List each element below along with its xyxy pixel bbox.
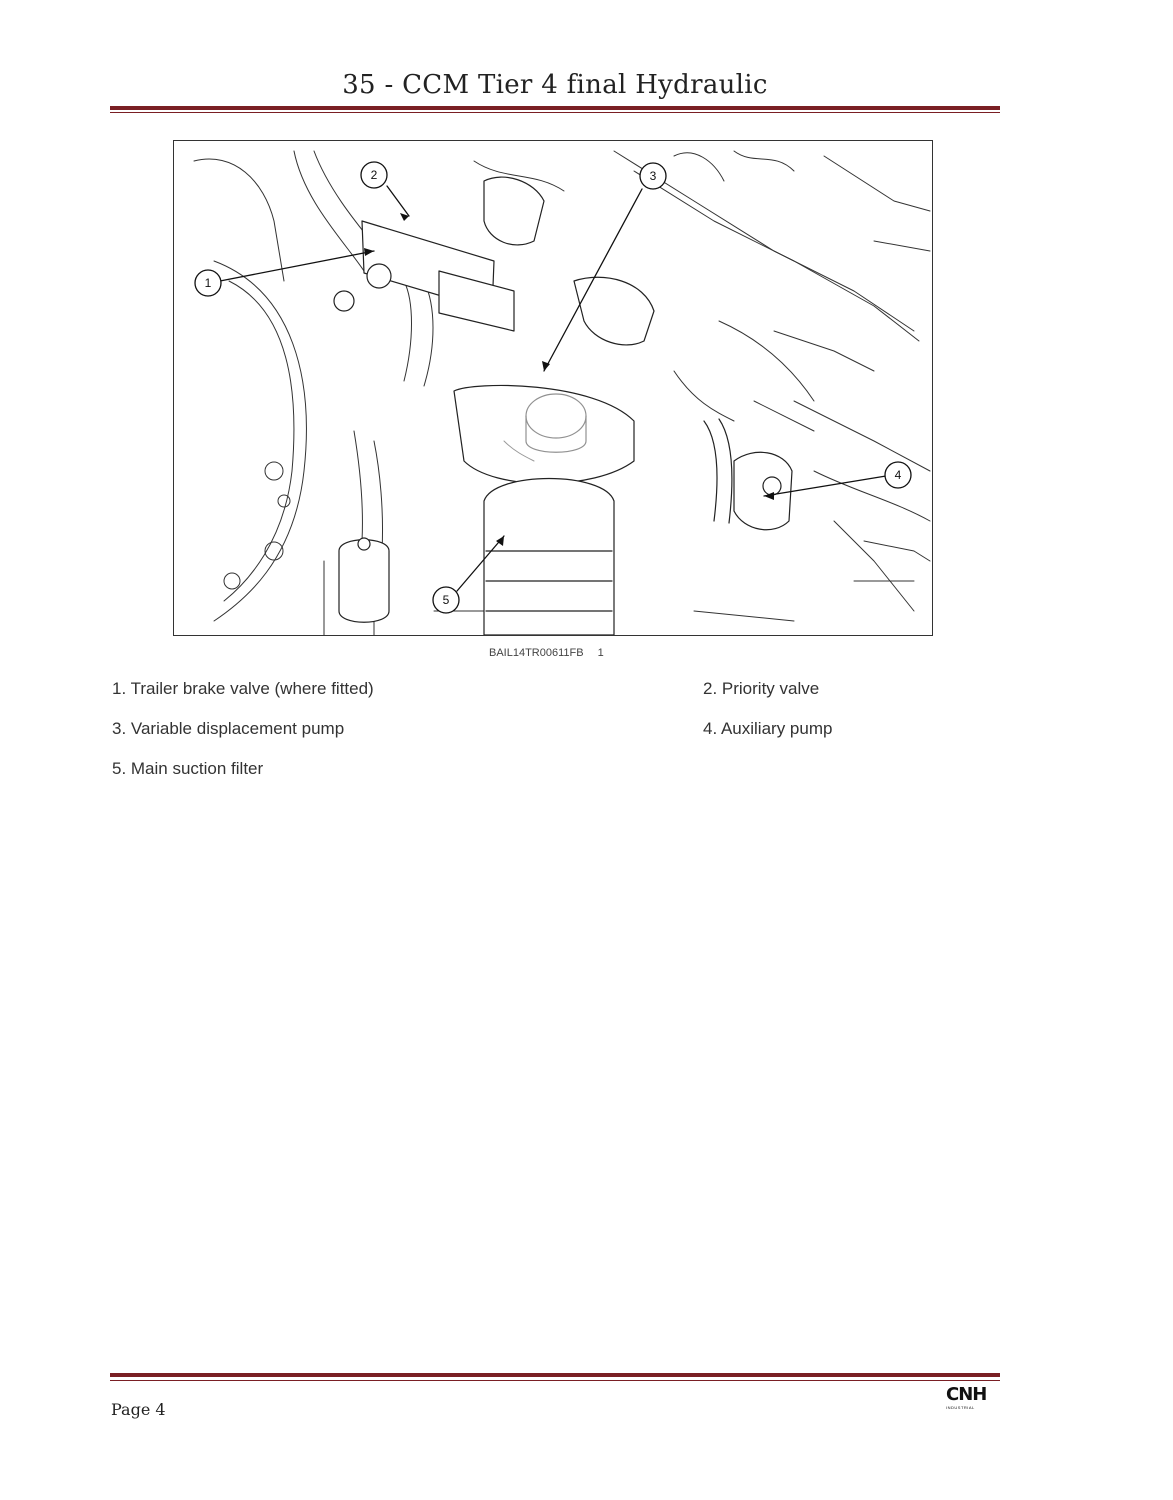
legend-item: 3. Variable displacement pump — [112, 719, 345, 738]
header-rule — [110, 106, 1000, 110]
footer-rule — [110, 1373, 1000, 1377]
legend-item: 1. Trailer brake valve (where fitted) — [112, 679, 374, 698]
logo-subtitle: INDUSTRIAL — [946, 1405, 975, 1410]
figure-caption — [489, 647, 604, 659]
cnh-industrial-logo — [946, 1386, 994, 1414]
hydraulic-diagram — [173, 140, 933, 636]
footer-rule-thin — [110, 1380, 1000, 1381]
callout-label-3: 3 — [649, 169, 657, 183]
page-number: Page 4 — [111, 1400, 166, 1419]
callout-label-2: 2 — [370, 168, 378, 182]
auxiliary-pump — [704, 419, 792, 530]
callout-label-1: 1 — [204, 276, 212, 290]
figure-caption-index: 1 — [597, 647, 604, 659]
page-title: 35 - CCM Tier 4 final Hydraulic — [342, 70, 768, 100]
callout-label-5: 5 — [442, 593, 450, 607]
logo-wordmark: CNH — [946, 1384, 987, 1405]
legend-item: 4. Auxiliary pump — [703, 719, 833, 738]
oil-filter-small — [339, 538, 389, 622]
figure-caption-code: BAIL14TR00611FB — [489, 647, 584, 659]
main-suction-filter — [454, 385, 634, 635]
header-rule-thin — [110, 112, 1000, 113]
trailer-brake-valve — [334, 221, 514, 331]
legend-item: 2. Priority valve — [703, 679, 820, 698]
callout-label-4: 4 — [894, 468, 902, 482]
legend-item: 5. Main suction filter — [112, 759, 264, 778]
